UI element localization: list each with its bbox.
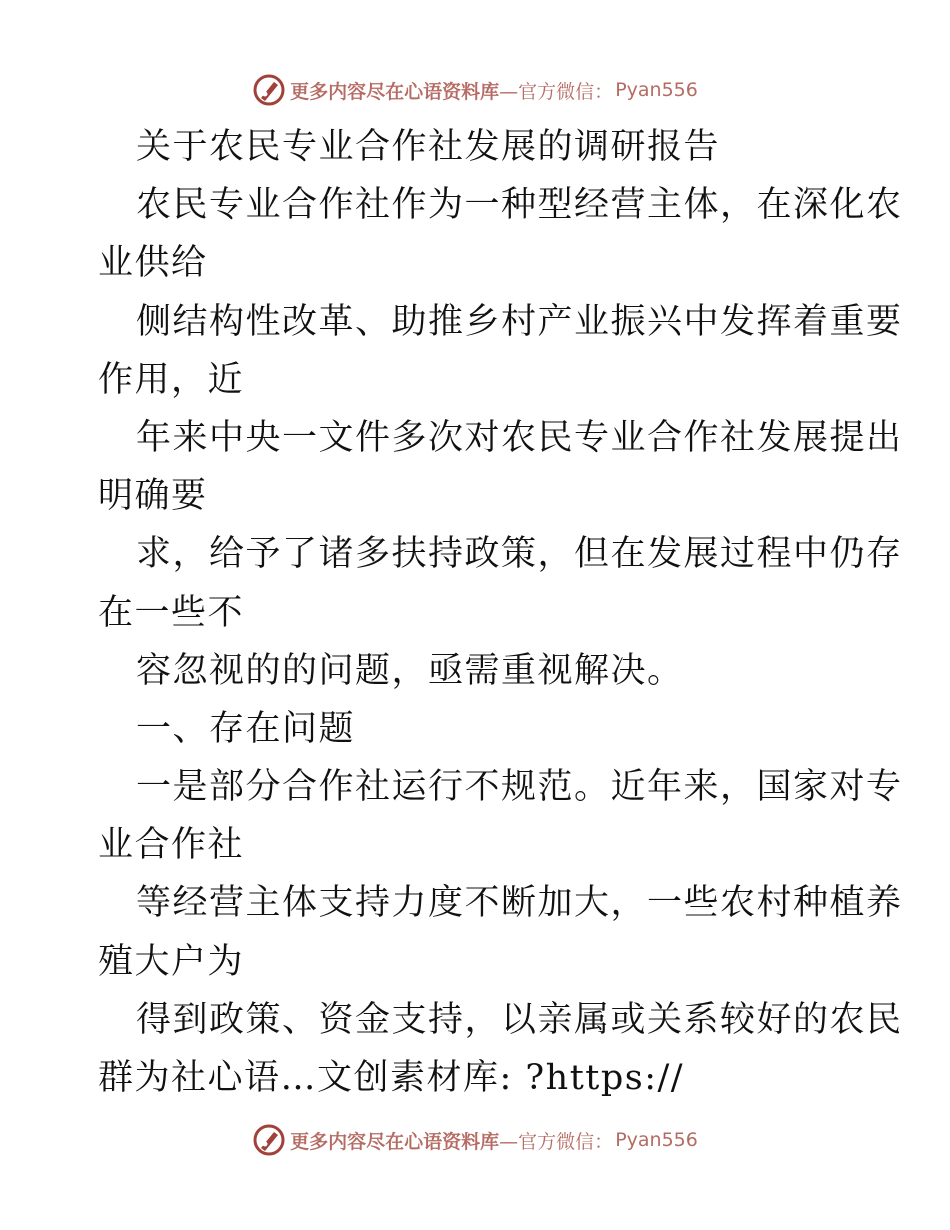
paragraph-line: 等经营主体支持力度不断加大，一些农村种植养: [136, 883, 903, 924]
paragraph-line: 得到政策、资金支持，以亲属或关系较好的农民: [136, 999, 903, 1040]
paragraph-line: 求，给予了诸多扶持政策，但在发展过程中仍存: [136, 534, 903, 575]
banner-wechat-id: Pyan556: [615, 79, 698, 101]
paragraph-line: 业合作社: [98, 825, 245, 866]
paragraph-line: 作用，近: [98, 359, 245, 400]
paragraph-line: 业供给: [98, 243, 208, 284]
document-title: 关于农民专业合作社发展的调研报告: [136, 127, 721, 167]
paragraph-line: 农民专业合作社作为一种型经营主体，在深化农: [136, 185, 903, 226]
document-body: [98, 118, 903, 1107]
banner-title: 更多内容尽在心语资料库: [290, 1130, 500, 1153]
paragraph-line: 明确要: [98, 476, 208, 517]
paragraph-line: 殖大户为: [98, 941, 245, 982]
paragraph-line: 一是部分合作社运行不规范。近年来，国家对专: [136, 767, 903, 808]
paragraph-line: 群为社心语…文创素材库: ?https://: [98, 1058, 685, 1098]
banner-title: 更多内容尽在心语资料库: [290, 80, 500, 103]
banner-wechat-id: Pyan556: [615, 1129, 698, 1151]
pen-logo-icon: [252, 1123, 286, 1157]
header-banner: [0, 70, 950, 110]
banner-dash: —官方微信：: [499, 80, 614, 103]
paragraph-line: 侧结构性改革、助推乡村产业振兴中发挥着重要: [136, 301, 903, 342]
pen-logo-icon: [252, 73, 286, 107]
paragraph-line: 容忽视的的问题，亟需重视解决。: [136, 650, 684, 691]
section-heading: 一、存在问题: [136, 708, 356, 749]
paragraph-line: 年来中央一文件多次对农民专业合作社发展提出: [136, 417, 903, 458]
paragraph-line: 在一些不: [98, 592, 245, 633]
banner-dash: —官方微信：: [499, 1130, 614, 1153]
footer-banner: [0, 1120, 950, 1160]
